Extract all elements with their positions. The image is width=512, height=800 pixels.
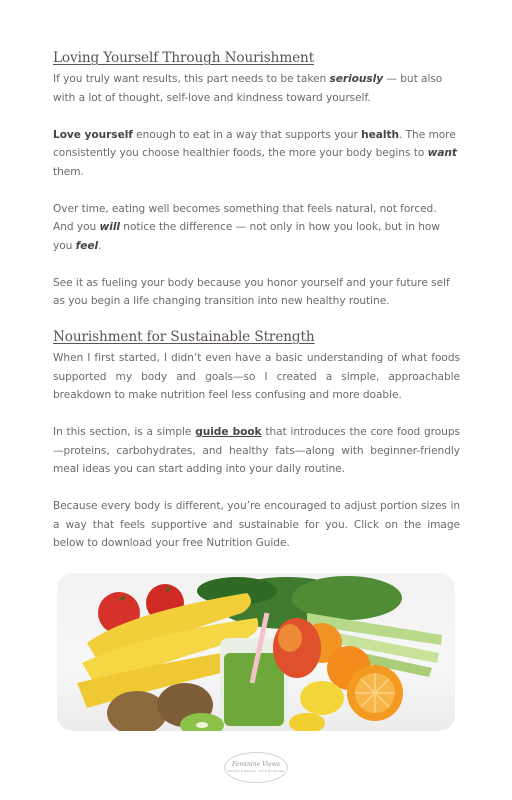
fruits-vegetables-smoothie-icon (57, 573, 455, 731)
brand-logo (224, 752, 288, 783)
nutrition-guide-image[interactable] (57, 573, 455, 731)
paragraph-love-yourself: Love yourself enough to eat in a way that supports your health. The more consistently you choose healthier foods, the more your body begins to want them. (53, 128, 457, 178)
paragraph-results: If you truly want results, this part needs to be taken seriously — but also with a lot of thought, self-love and kindness toward yourself. (53, 73, 443, 104)
paragraph-over-time: Over time, eating well becomes something that feels natural, not forced. And you will notice the difference — not only in how you look, but in how you feel. (53, 202, 440, 252)
content-column (53, 50, 460, 571)
paragraph-first-started: When I first started, I didn’t even have a basic understanding of what foods supported my body and goals—so I created a simple, approachable breakdown to make nutrition feel less confusing and more doable. (53, 352, 460, 401)
section-heading-strength: Nourishment for Sustainable Strength (53, 329, 315, 345)
paragraph-portion-sizes: Because every body is different, you’re encouraged to adjust portion sizes in a way that feels supportive and sustainable for you. Click on the image below to download your free Nutrition Guide. (53, 500, 460, 549)
section-heading-nourishment: Loving Yourself Through Nourishment (53, 50, 315, 66)
paragraph-fueling: See it as fueling your body because you honor yourself and your future self as you begin a life changing transition into new healthy routine. (53, 276, 450, 307)
brand-logo-tagline: Nutrition & Wellness · Life & Mindfulness (227, 769, 285, 773)
guide-book-link[interactable]: guide book (195, 426, 262, 438)
paragraph-guide-book: In this section, is a simple guide book that introduces the core food groups —proteins, carbohydrates, and healthy fats—along with beginner-friendly meal ideas you can start adding into your daily routine. (53, 426, 460, 475)
brand-logo-name: Feminine Views (231, 761, 280, 768)
